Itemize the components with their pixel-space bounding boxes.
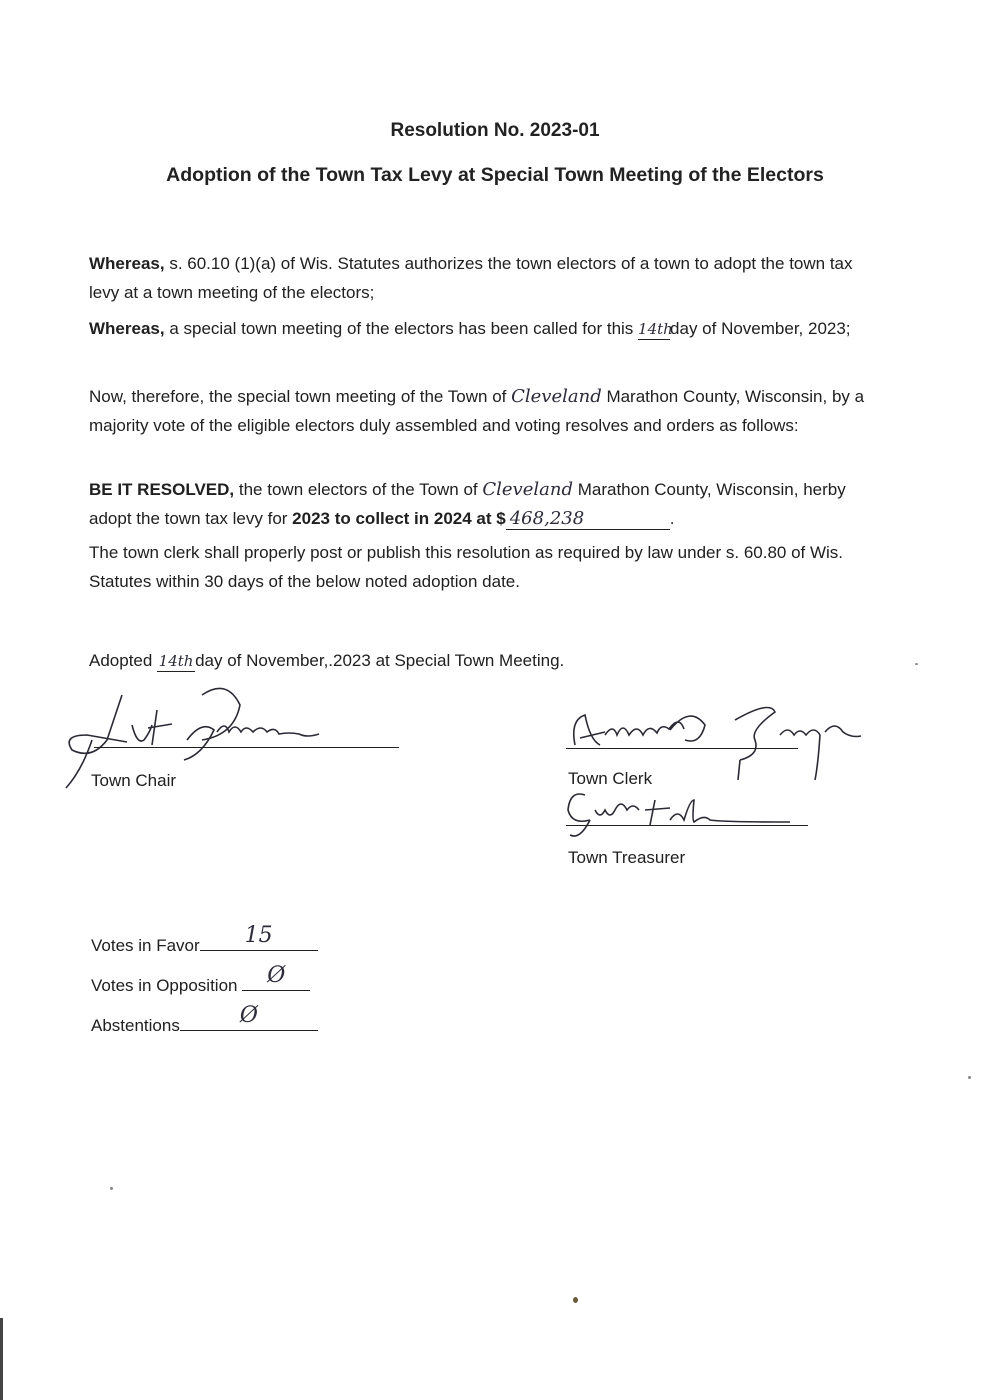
resolution-title: Adoption of the Town Tax Levy at Special Town Meeting of the Electors xyxy=(166,164,824,186)
town-treasurer-signature xyxy=(560,780,820,840)
scan-edge-mark xyxy=(0,1318,3,1400)
votes-in-favor-value: 15 xyxy=(244,923,273,948)
paragraph-text: a special town meeting of the electors has been called for this xyxy=(164,319,639,338)
whereas-paragraph-1 xyxy=(89,249,879,307)
resolved-label: BE IT RESOLVED, xyxy=(89,480,235,499)
scan-speck xyxy=(915,663,918,665)
abstentions-row xyxy=(91,1003,318,1036)
votes-in-favor-field xyxy=(200,923,318,951)
town-treasurer-label: Town Treasurer xyxy=(568,848,686,867)
adopted-line xyxy=(89,646,879,675)
clerk-signature-line xyxy=(566,748,798,749)
votes-in-favor-row xyxy=(91,923,318,956)
abstentions-field xyxy=(180,1003,318,1031)
adopted-text: Adopted xyxy=(89,651,158,670)
whereas-label: Whereas, xyxy=(89,319,165,338)
town-treasurer-signature-block xyxy=(560,780,820,870)
scan-speck xyxy=(968,1076,971,1079)
publication-paragraph xyxy=(89,538,879,596)
treasurer-signature-line xyxy=(566,825,808,826)
adopted-day-handwritten: 14th xyxy=(158,652,194,670)
votes-in-opposition-field xyxy=(242,963,310,991)
paragraph-text: the town electors of the Town of xyxy=(234,480,483,499)
meeting-day-handwritten: 14th xyxy=(638,320,673,338)
resolution-number: Resolution No. 2023-01 xyxy=(390,120,600,141)
now-therefore-paragraph xyxy=(89,382,879,440)
adopted-text: day of November,.2023 at Special Town Meeting. xyxy=(195,651,565,670)
town-chair-signature-block xyxy=(52,680,402,790)
whereas-label: Whereas, xyxy=(89,254,165,273)
chair-signature-line xyxy=(94,747,399,748)
abstentions-value: Ø xyxy=(239,1003,258,1028)
paragraph-text: day of November, 2023; xyxy=(670,319,851,338)
period: . xyxy=(669,509,675,528)
paragraph-text: s. 60.10 (1)(a) of Wis. Statutes authorizes the town electors of a town to adopt the town tax levy at a town meeting of the electors; xyxy=(89,254,853,302)
votes-in-opposition-row xyxy=(91,963,310,996)
votes-in-favor-label: Votes in Favor xyxy=(91,936,200,955)
abstentions-label: Abstentions xyxy=(91,1016,180,1035)
town-name-handwritten: Cleveland xyxy=(511,386,602,407)
whereas-paragraph-2 xyxy=(89,314,879,343)
paragraph-text: Marathon County, Wisconsin, herby adopt the town tax levy for xyxy=(89,480,846,528)
paragraph-text: Marathon County, Wisconsin, by a majority vote of the eligible electors duly assembled and voting resolves and orders as follows: xyxy=(89,387,865,435)
paragraph-text: Now, therefore, the special town meeting of the Town of xyxy=(89,387,512,406)
be-it-resolved-paragraph xyxy=(89,475,879,533)
town-name-handwritten: Cleveland xyxy=(482,479,573,500)
scan-speck xyxy=(110,1187,113,1190)
levy-year-text: 2023 to collect in 2024 at $ xyxy=(292,509,506,528)
scan-speck xyxy=(573,1297,578,1303)
paragraph-text: The town clerk shall properly post or publish this resolution as required by law under s. 60.80 of Wis. Statutes within 30 days of the below noted adoption date. xyxy=(89,543,844,591)
town-chair-label: Town Chair xyxy=(91,771,177,790)
levy-amount-handwritten: 468,238 xyxy=(506,509,670,530)
votes-in-opposition-value: Ø xyxy=(267,963,286,988)
votes-in-opposition-label: Votes in Opposition xyxy=(91,976,238,995)
town-clerk-label: Town Clerk xyxy=(568,769,653,788)
